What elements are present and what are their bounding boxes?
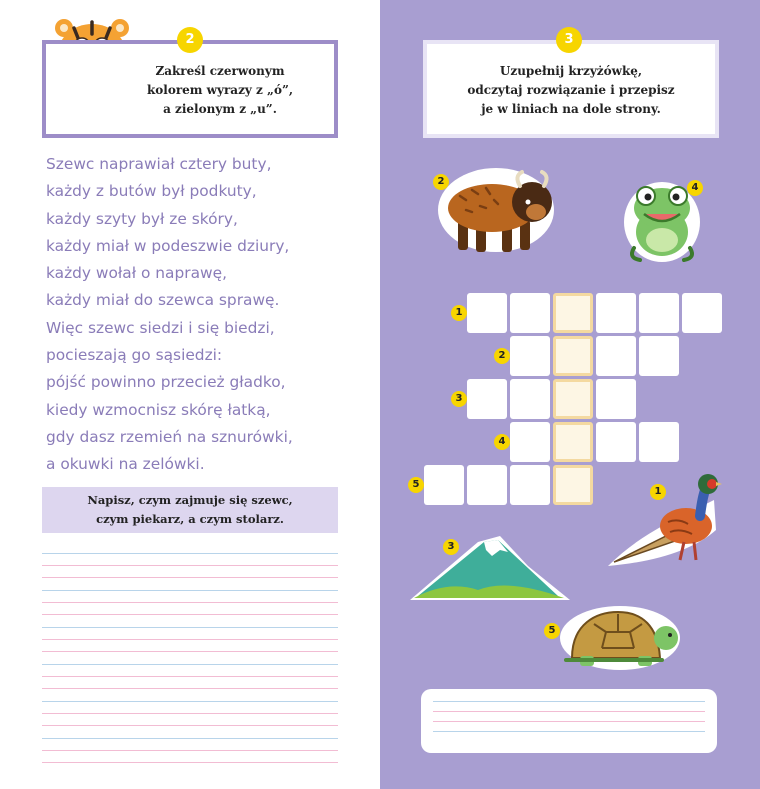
- crossword-cell[interactable]: [467, 465, 507, 505]
- crossword-cell[interactable]: [639, 422, 679, 462]
- crossword-solution-cell[interactable]: [553, 465, 593, 505]
- poem-line: a okuwki na zelówki.: [46, 455, 205, 474]
- task-3-line-3: je w liniach na dole strony.: [481, 102, 661, 116]
- bison-sticker: [436, 166, 556, 266]
- pheasant-number-label: 1: [650, 484, 666, 500]
- poem-line: Szewc naprawiał cztery buty,: [46, 155, 272, 173]
- crossword-cell[interactable]: [467, 379, 507, 419]
- task-2-number-badge: 2: [177, 27, 203, 53]
- crossword-solution-cell[interactable]: [553, 336, 593, 376]
- poem-line: kiedy wzmocnisz skórę łatką,: [46, 400, 271, 419]
- crossword-solution-cell[interactable]: [553, 422, 593, 462]
- crossword-cell[interactable]: [682, 293, 722, 333]
- crossword-row-number: 4: [494, 434, 510, 450]
- task-3-instruction-box: [423, 40, 719, 138]
- task-2-line-1: Zakreśl czerwonym: [155, 64, 285, 78]
- task-3-number-badge: 3: [556, 27, 582, 53]
- frog-number-label: 4: [687, 180, 703, 196]
- crossword-cell[interactable]: [639, 293, 679, 333]
- crossword-cell[interactable]: [510, 379, 550, 419]
- turtle-number-label: 5: [544, 623, 560, 639]
- crossword-row-number: 5: [408, 477, 424, 493]
- poem-line: każdy szyty był ze skóry,: [46, 209, 238, 228]
- task-3-line-2: odczytaj rozwiązanie i przepisz: [467, 83, 675, 97]
- writing-task-line-1: Napisz, czym zajmuje się szewc,: [87, 493, 293, 507]
- writing-lines[interactable]: [42, 553, 338, 775]
- crossword-cell[interactable]: [424, 465, 464, 505]
- crossword-cell[interactable]: [639, 336, 679, 376]
- poem-line: gdy dasz rzemień na sznurówki,: [46, 427, 293, 446]
- crossword-row-number: 2: [494, 348, 510, 364]
- crossword-cell[interactable]: [510, 465, 550, 505]
- task-2-line-3: a zielonym z „u”.: [163, 102, 277, 116]
- writing-task-instruction: [42, 487, 338, 533]
- poem-line: Więc szewc siedzi i się biedzi,: [46, 318, 275, 337]
- task-2-instruction-box: [42, 40, 338, 138]
- task-3-line-1: Uzupełnij krzyżówkę,: [499, 64, 643, 78]
- mountain-number-label: 3: [443, 539, 459, 555]
- bison-number-label: 2: [433, 174, 449, 190]
- crossword-cell[interactable]: [510, 422, 550, 462]
- poem-line: każdy miał do szewca sprawę.: [46, 291, 280, 310]
- turtle-sticker: [558, 602, 682, 676]
- crossword-cell[interactable]: [510, 293, 550, 333]
- mountain-sticker: [408, 530, 572, 606]
- crossword-solution-cell[interactable]: [553, 293, 593, 333]
- crossword-row-number: 3: [451, 391, 467, 407]
- crossword-cell[interactable]: [596, 336, 636, 376]
- crossword-cell[interactable]: [596, 422, 636, 462]
- writing-task-line-2: czym piekarz, a czym stolarz.: [96, 512, 284, 526]
- task-2-line-2: kolorem wyrazy z „ó”,: [146, 83, 294, 97]
- poem-text: [46, 151, 366, 479]
- poem-line: każdy z butów był podkuty,: [46, 182, 257, 201]
- answer-writing-box[interactable]: [421, 689, 717, 753]
- crossword-cell[interactable]: [510, 336, 550, 376]
- crossword-solution-cell[interactable]: [553, 379, 593, 419]
- poem-line: każdy miał w podeszwie dziury,: [46, 236, 290, 255]
- poem-line: pocieszają go sąsiedzi:: [46, 346, 223, 365]
- crossword-row-number: 1: [451, 305, 467, 321]
- poem-line: każdy wołał o naprawę,: [46, 264, 227, 283]
- crossword-cell[interactable]: [596, 379, 636, 419]
- poem-line: pójść powinno przecież gładko,: [46, 373, 286, 392]
- crossword-cell[interactable]: [467, 293, 507, 333]
- crossword-cell[interactable]: [596, 293, 636, 333]
